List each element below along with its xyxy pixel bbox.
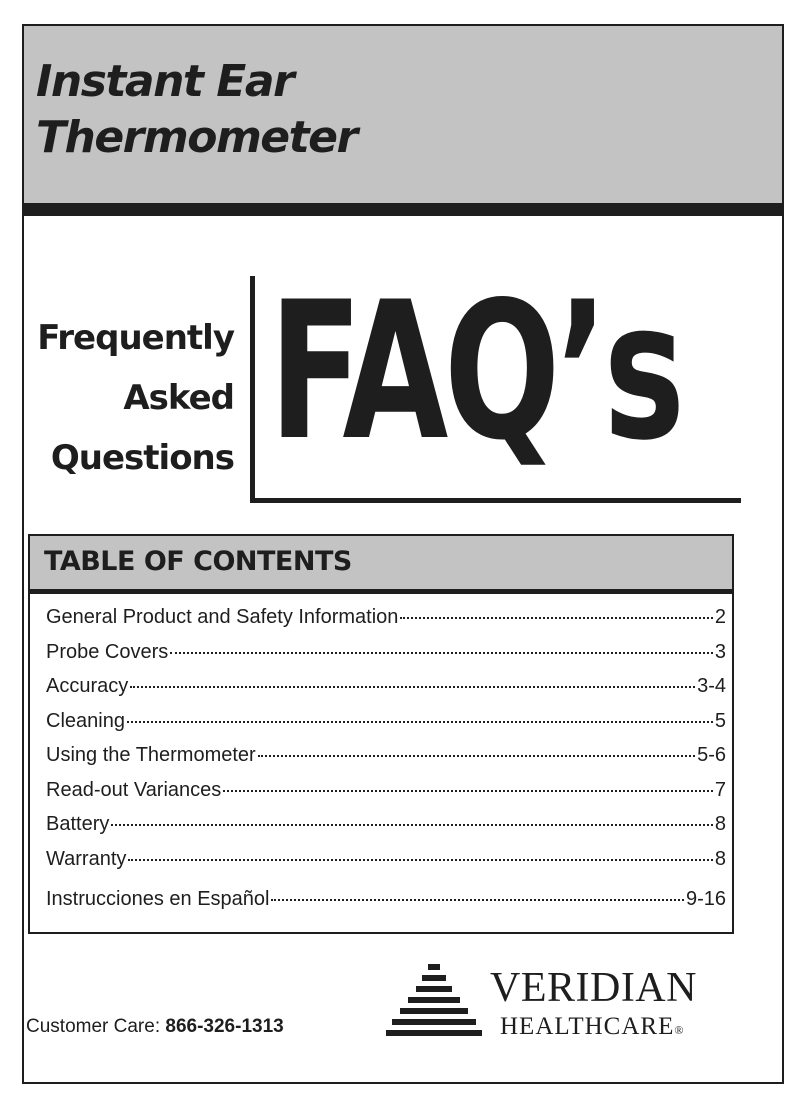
dot-leader [128,859,712,861]
faq-intro-line-1: Frequently [37,318,234,358]
pyramid-logo-icon [386,964,486,1042]
dot-leader [170,652,713,654]
toc-item-page: 3 [714,640,726,663]
toc-header [30,536,732,594]
title-line-2: Thermometer [36,112,357,163]
dot-leader [271,899,684,901]
brand-sub [500,1012,684,1045]
toc-item-page: 5 [714,709,726,732]
toc-item-label: Battery [46,813,110,835]
toc-item-label: Probe Covers [46,640,169,663]
toc-item[interactable] [46,848,726,883]
toc-heading: TABLE OF CONTENTS [44,546,352,577]
toc-item[interactable] [46,744,726,779]
toc-item-page: 9-16 [685,888,726,910]
toc-item-page: 8 [714,847,726,870]
toc-item[interactable] [46,813,726,848]
dot-leader [258,755,695,757]
brand-sub-text: HEALTHCARE [500,1013,675,1040]
faq-intro-line-3: Questions [50,438,234,478]
customer-care [26,1016,284,1038]
toc-list [46,606,726,923]
toc-item-page: 2 [714,606,726,628]
toc-item-label: Instrucciones en Español [46,888,270,910]
toc-item[interactable] [46,710,726,745]
toc-item[interactable] [46,888,726,923]
table-of-contents [28,534,734,934]
faq-intro [20,308,234,488]
dot-leader [130,686,695,688]
faq-intro-line-2: Asked [123,378,234,418]
customer-care-label: Customer Care: [26,1016,161,1037]
toc-item-page: 5-6 [697,744,726,766]
dot-leader [223,790,713,792]
toc-item-label: Warranty [46,847,127,870]
dot-leader [111,824,713,826]
brand-name: VERIDIAN [490,965,697,1011]
toc-item-label: Accuracy [46,675,129,697]
document-title [36,54,357,166]
toc-item[interactable] [46,675,726,710]
title-band [24,26,782,216]
toc-item-page: 7 [714,778,726,801]
toc-item[interactable] [46,606,726,641]
toc-item[interactable] [46,779,726,814]
dot-leader [400,617,712,619]
veridian-logo [386,964,736,1054]
toc-item-page: 3-4 [697,675,726,697]
customer-care-phone[interactable]: 866-326-1313 [165,1016,284,1037]
dot-leader [127,721,713,723]
toc-item-label: Cleaning [46,709,125,732]
toc-item-label: Read-out Variances [46,778,222,801]
toc-item-label: Using the Thermometer [46,744,256,766]
registered-mark: ® [674,1023,685,1037]
toc-item-page: 8 [714,813,726,835]
toc-item-label: General Product and Safety Information [46,606,399,628]
faq-big-text: FAQ’s [269,261,681,482]
title-line-1: Instant Ear [36,56,294,107]
faq-banner [250,261,741,503]
toc-item[interactable] [46,641,726,676]
